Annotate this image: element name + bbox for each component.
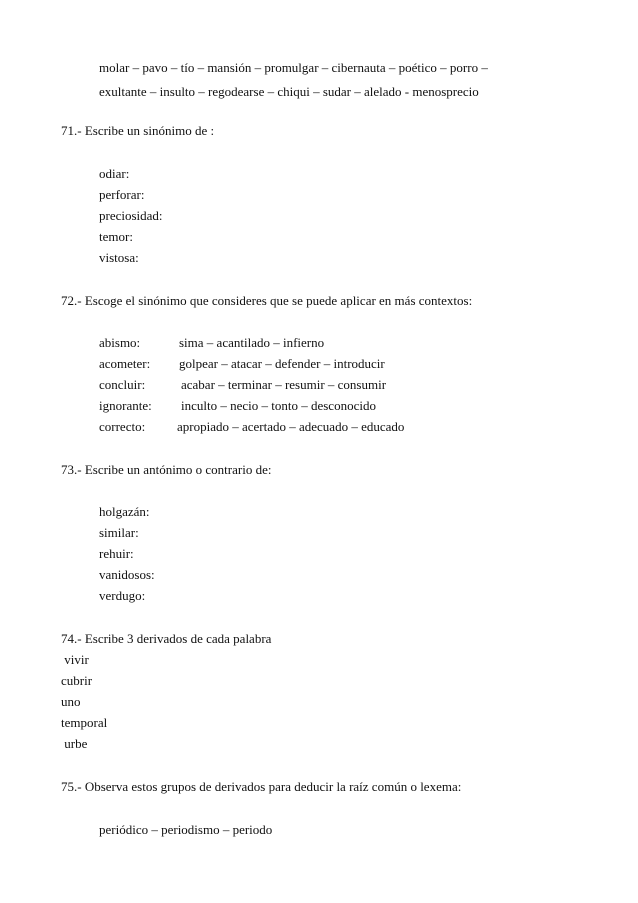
q72-word: acometer:	[99, 356, 151, 371]
q73-item-similar: similar:	[99, 525, 139, 540]
q74-item-vivir: vivir	[61, 652, 89, 667]
intro-line-1: molar – pavo – tío – mansión – promulgar – cibernauta – poético – porro –	[99, 60, 488, 75]
q71-item-temor: temor:	[99, 229, 133, 244]
q72-word: abismo:	[99, 335, 141, 350]
q71-item-odiar: odiar:	[99, 166, 130, 181]
q71-item-vistosa: vistosa:	[99, 250, 139, 265]
q72-word: concluir:	[99, 377, 146, 392]
q72-options: sima – acantilado – infierno	[179, 335, 325, 350]
question-75-title: 75.- Observa estos grupos de derivados para deducir la raíz común o lexema:	[61, 779, 462, 794]
q73-item-rehuir: rehuir:	[99, 546, 134, 561]
q74-item-cubrir: cubrir	[61, 673, 93, 688]
q72-options: apropiado – acertado – adecuado – educado	[177, 419, 405, 434]
q72-options: golpear – atacar – defender – introducir	[179, 356, 385, 371]
q73-item-verdugo: verdugo:	[99, 588, 146, 603]
q71-item-perforar: perforar:	[99, 187, 145, 202]
q74-item-uno: uno	[61, 694, 81, 709]
question-73-title: 73.- Escribe un antónimo o contrario de:	[61, 462, 272, 477]
question-74-title: 74.- Escribe 3 derivados de cada palabra	[61, 631, 272, 646]
q73-item-vanidosos: vanidosos:	[99, 567, 155, 582]
question-72-title: 72.- Escoge el sinónimo que consideres que se puede aplicar en más contextos:	[61, 293, 473, 308]
q72-options: inculto – necio – tonto – desconocido	[181, 398, 376, 413]
question-71-title: 71.- Escribe un sinónimo de :	[61, 123, 215, 138]
q74-item-temporal: temporal	[61, 715, 108, 730]
q71-item-preciosidad: preciosidad:	[99, 208, 163, 223]
intro-line-2: exultante – insulto – regodearse – chiqui – sudar – alelado - menosprecio	[99, 84, 479, 99]
q73-item-holgazan: holgazán:	[99, 504, 150, 519]
q74-item-urbe: urbe	[61, 736, 88, 751]
q72-word: ignorante:	[99, 398, 152, 413]
q72-options: acabar – terminar – resumir – consumir	[181, 377, 387, 392]
q75-item-periodico: periódico – periodismo – periodo	[99, 822, 273, 837]
q72-word: correcto:	[99, 419, 146, 434]
